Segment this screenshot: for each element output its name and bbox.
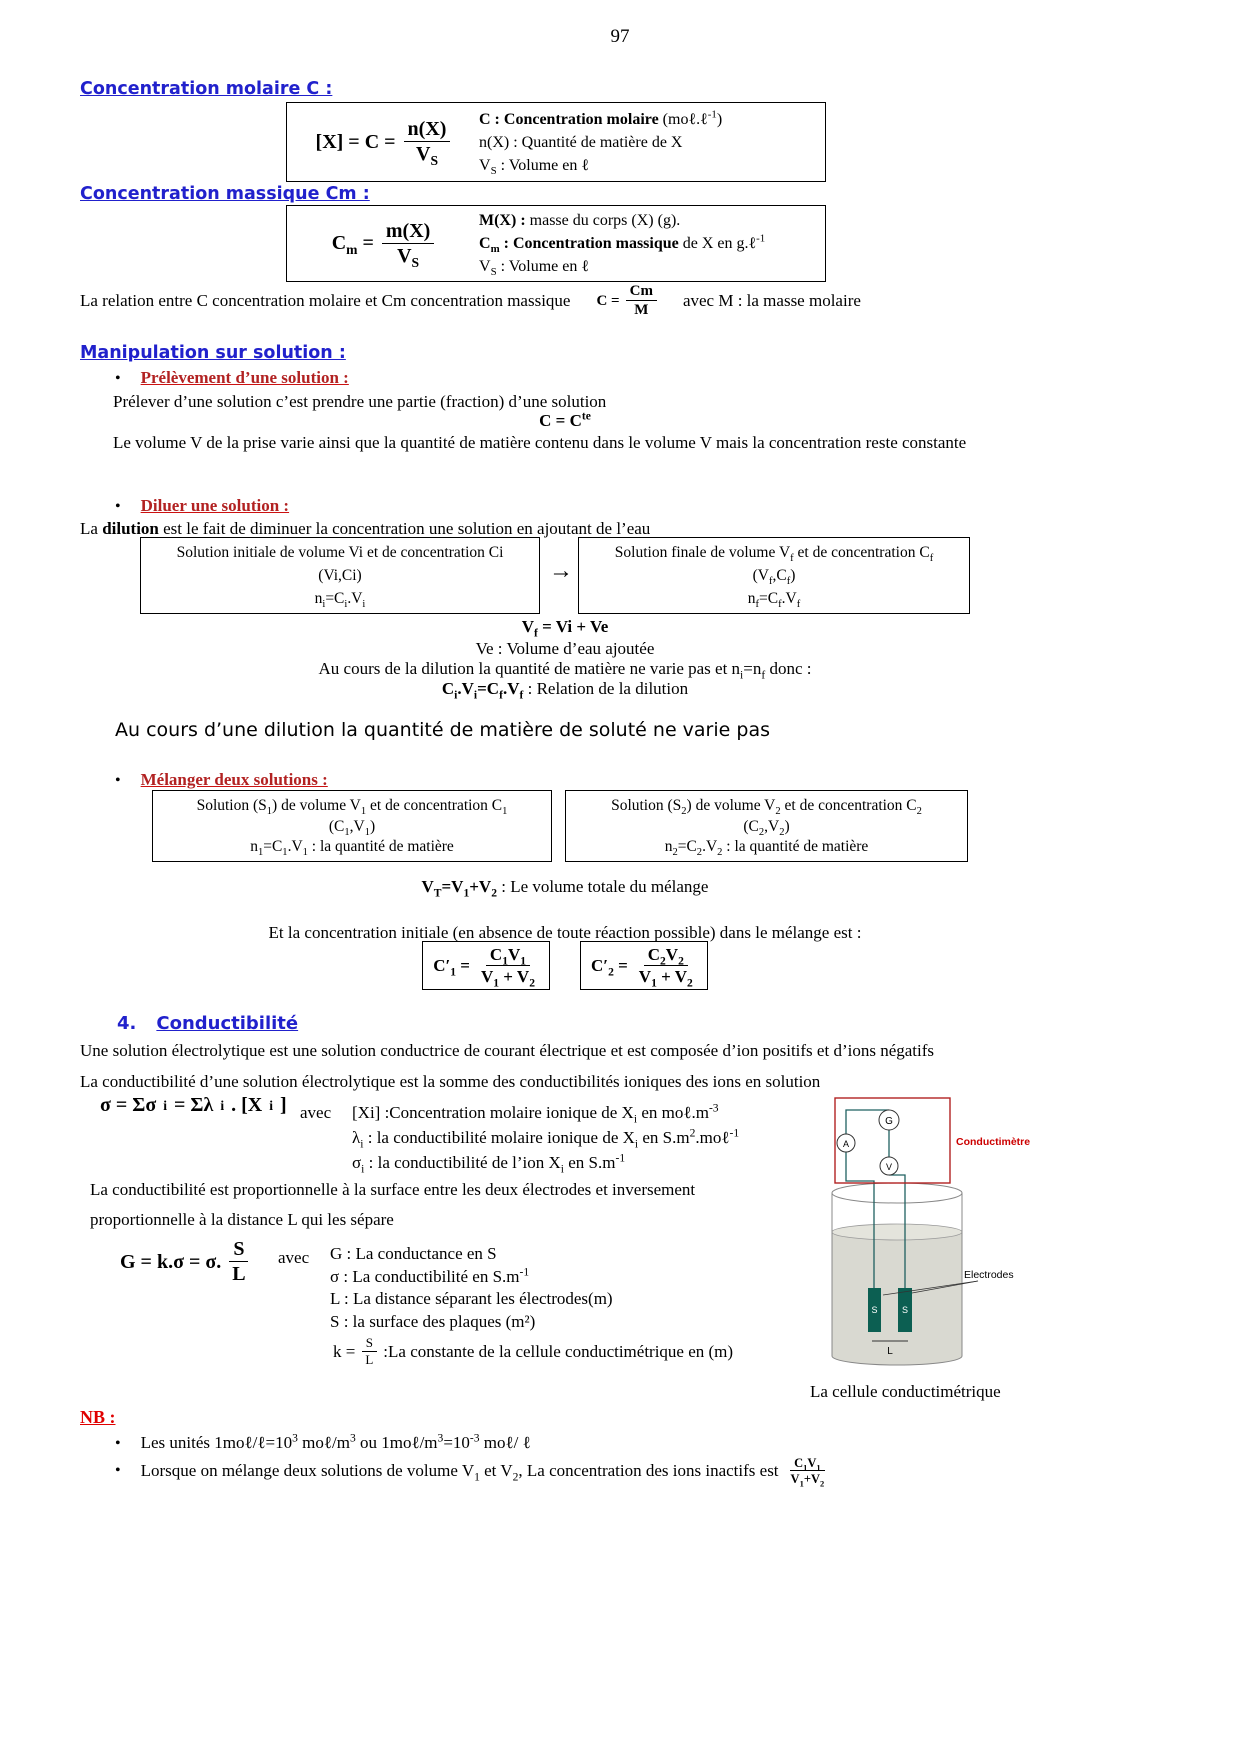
- bullet-dilution: [115, 496, 289, 516]
- dilution-vf-formula: $V_f = Vi + Ve$: [521, 617, 609, 640]
- melange-vt-line: $V_T=V_1+V_2$ : Le volume totale du mélange: [421, 877, 709, 900]
- k-formula: k = $\frac{S}{L}$: [333, 1336, 377, 1368]
- box-line: Solution finale de volume $V_f$ et de concentration $C_f$: [614, 544, 934, 565]
- c2-lhs: $C'_2$ =: [591, 955, 628, 978]
- heading-manipulation: Manipulation sur solution :: [80, 343, 346, 363]
- bullet-dot: •: [115, 1462, 121, 1480]
- heading-concentration-molaire: Concentration molaire C :: [80, 79, 333, 99]
- relation-text-after: avec M : la masse molaire: [682, 291, 861, 311]
- electrode-s-label: S: [871, 1305, 878, 1315]
- nb-melange-text: Lorsque on mélange deux solutions de volume $V_1$ et $V_2$, La concentration des ions inactifs est: [140, 1461, 779, 1484]
- conductimeter-diagram: [826, 1093, 1040, 1373]
- c1-formula-box: [422, 941, 550, 990]
- bullet-prelevement: [115, 368, 349, 388]
- dilution-note: Au cours de la dilution la quantité de matière ne varie pas et $n_i=n_f$ donc :: [318, 659, 812, 682]
- legend-line: n(X) : Quantité de matière de X: [479, 133, 683, 151]
- dilution-intro: La dilution est le fait de diminuer la concentration une solution en ajoutant de l’eau: [80, 519, 651, 538]
- dilution-relation: $C_i.V_i=C_f.V_f$ : Relation de la dilution: [441, 679, 689, 702]
- box-line: $(V_f,C_f)$: [752, 567, 796, 588]
- melange-box-s2: [565, 790, 968, 862]
- avec-label: avec: [300, 1103, 332, 1122]
- bullet-dot: •: [115, 370, 121, 387]
- electrodes-label: Electrodes: [964, 1269, 1014, 1281]
- conductance-legend: [330, 1243, 613, 1333]
- lambda-line: $\lambda_i$ : la conductibilité molaire ionique de $X_i$ en $S.m^2.mo\ell^{-1}$: [352, 1126, 740, 1151]
- dilution-ve-line: Ve : Volume d’eau ajoutée: [475, 639, 655, 658]
- heading-conductibilite: [117, 1013, 298, 1034]
- xi-line: [Xi] :Concentration molaire ionique de $X_i$ en $mo\ell.m^{-3}$: [352, 1101, 719, 1126]
- nb-units-line: Les unités $1mo\ell/\ell=10^3$ moℓ/$m^3$ ou $1mo\ell/m^3=10^{-3}$ moℓ/ ℓ: [140, 1431, 531, 1452]
- conduct-p1: Une solution électrolytique est une solution conductrice de courant électrique et est composée d’ion positifs et d’ions négatifs: [80, 1041, 935, 1060]
- legend-line: $V_S$ : Volume en ℓ: [479, 258, 590, 279]
- heading-number: 4.: [117, 1013, 137, 1034]
- nb-melange-line: [141, 1456, 829, 1487]
- diagram-caption: La cellule conductimétrique: [810, 1382, 1001, 1401]
- legend-line: $V_S$ : Volume en ℓ: [479, 156, 590, 177]
- galvanometer-label: G: [885, 1116, 893, 1127]
- legend-line: M(X) : masse du corps (X) (g).: [479, 212, 681, 229]
- prelevement-p1: Prélever d’une solution c’est prendre une partie (fraction) d’une solution: [113, 392, 607, 411]
- handwritten-note: Au cours d’une dilution la quantité de matière de soluté ne varie pas: [115, 719, 770, 741]
- k-constant-line: [333, 1336, 733, 1368]
- molar-formula: [287, 118, 479, 166]
- nb-heading: NB :: [80, 1407, 116, 1427]
- massique-formula: [287, 220, 479, 268]
- box-line: Solution $(S_1)$ de volume $V_1$ et de concentration $C_1$: [196, 797, 508, 818]
- heading-concentration-massique: Concentration massique Cm :: [80, 184, 370, 204]
- dilution-title: Diluer une solution :: [140, 496, 290, 515]
- box-line: $n_1=C_1.V_1$ : la quantité de matière: [250, 838, 454, 859]
- box-line: $n_2=C_2.V_2$ : la quantité de matière: [664, 838, 869, 859]
- c2-fraction: $\frac{C_2V_2}{V_1 + V_2}$: [638, 945, 693, 989]
- c1-fraction: $\frac{C_1V_1}{V_1 + V_2}$: [480, 945, 535, 989]
- legend-line: S : la surface des plaques (m²): [330, 1311, 536, 1331]
- melange-title: Mélanger deux solutions :: [140, 770, 328, 789]
- melange-conc-line: Et la concentration initiale (en absence de toute réaction possible) dans le mélange est :: [268, 923, 862, 942]
- box-line: Solution initiale de volume Vi et de concentration Ci: [176, 544, 504, 561]
- conductance-fraction: $\frac{S}{L}$: [228, 1238, 249, 1286]
- box-line: Solution $(S_2)$ de volume $V_2$ et de concentration $C_2$: [611, 797, 922, 818]
- legend-line: σ : La conductibilité en $S.m^{-1}$: [330, 1264, 530, 1286]
- nb-bullet-2: [115, 1456, 828, 1487]
- voltmeter-label: V: [885, 1162, 893, 1172]
- legend-line: L : La distance séparant les électrodes(m): [330, 1289, 613, 1308]
- conduct-p3b: proportionnelle à la distance L qui les sépare: [90, 1210, 394, 1229]
- massique-formula-lhs: $C_m$ =: [331, 232, 374, 257]
- l-label: L: [887, 1346, 893, 1357]
- bullet-dot: •: [115, 772, 121, 789]
- bullet-dot: •: [115, 1435, 121, 1452]
- melange-box-s1: [152, 790, 552, 862]
- massique-formula-fraction: $\frac{m(X)}{V_S}$: [382, 220, 434, 268]
- molar-formula-fraction: $\frac{n(X)}{V_S}$: [404, 118, 451, 166]
- beaker-rim: [832, 1183, 962, 1203]
- prelevement-formula: $C = C^{te}$: [539, 409, 591, 430]
- molar-formula-lhs: [X] = C =: [315, 130, 396, 153]
- box-line: (Vi,Ci): [318, 567, 362, 584]
- melange-formula-row: [80, 941, 1050, 990]
- liquid-surface: [832, 1224, 962, 1240]
- conductimetre-label: Conductimètre: [956, 1136, 1031, 1148]
- massique-formula-box: [286, 205, 826, 282]
- conductance-formula: [120, 1238, 250, 1286]
- bullet-melange: [115, 770, 328, 790]
- legend-line: C : Concentration molaire (moℓ.ℓ$^{-1}$): [479, 108, 723, 128]
- avec-label: avec: [278, 1248, 310, 1267]
- ammeter-label: A: [842, 1139, 850, 1149]
- nb-fraction: $\frac{C_1V_1}{V_1+V_2}$: [790, 1456, 825, 1489]
- relation-fraction: $\frac{Cm}{M}$: [626, 283, 657, 320]
- c2-formula-box: [580, 941, 708, 990]
- beaker-liquid: [832, 1232, 962, 1356]
- bullet-dot: •: [115, 498, 121, 515]
- dilution-box-final: [578, 537, 970, 614]
- c1-lhs: $C'_1$ =: [433, 955, 470, 978]
- legend-line: $C_m$ : Concentration massique de X en g.ℓ$^{-1}$: [479, 232, 766, 256]
- relation-text-before: La relation entre C concentration molaire et Cm concentration massique: [80, 291, 571, 311]
- electrode-s-label: S: [901, 1305, 909, 1315]
- conductance-lhs: G = k.σ = σ.: [120, 1250, 222, 1273]
- nb-bullet-1: [115, 1433, 531, 1453]
- sigmai-line: $\sigma_i$ : la conductibilité de l’ion $X_i$ en $S.m^{-1}$: [352, 1151, 626, 1176]
- sigma-formula: σ = Σσ i = Σλ i . [X i ]: [100, 1094, 287, 1116]
- arrow-right-icon: →: [549, 558, 573, 584]
- relation-line: [80, 283, 861, 320]
- heading-title: Conductibilité: [156, 1013, 299, 1034]
- legend-line: G : La conductance en S: [330, 1244, 497, 1263]
- massique-legend: [479, 209, 825, 278]
- dilution-box-initial: [140, 537, 540, 614]
- prelevement-title: Prélèvement d’une solution :: [140, 368, 349, 387]
- box-line: $(C_2,V_2)$: [743, 817, 790, 838]
- k-description: :La constante de la cellule conductimétrique en (m): [383, 1341, 734, 1361]
- molar-formula-box: [286, 102, 826, 182]
- k-fraction: $\frac{S}{L}$: [361, 1336, 377, 1368]
- conduct-p2: La conductibilité d’une solution électrolytique est la somme des conductibilités ioniques des ions en solution: [80, 1072, 821, 1091]
- page-number: 97: [610, 26, 630, 47]
- relation-formula: C = $\frac{Cm}{M}$: [596, 283, 656, 320]
- prelevement-p2: Le volume V de la prise varie ainsi que la quantité de matière contenu dans le volume V mais la concentration reste constante: [113, 433, 967, 452]
- conduct-p3a: La conductibilité est proportionnelle à la surface entre les deux électrodes et inversement: [90, 1180, 696, 1199]
- molar-legend: [479, 108, 825, 177]
- box-line: $(C_1,V_1)$: [328, 817, 376, 838]
- box-line: $n_i=C_i.V_i$: [314, 590, 366, 611]
- box-line: $n_f=C_f.V_f$: [747, 590, 801, 611]
